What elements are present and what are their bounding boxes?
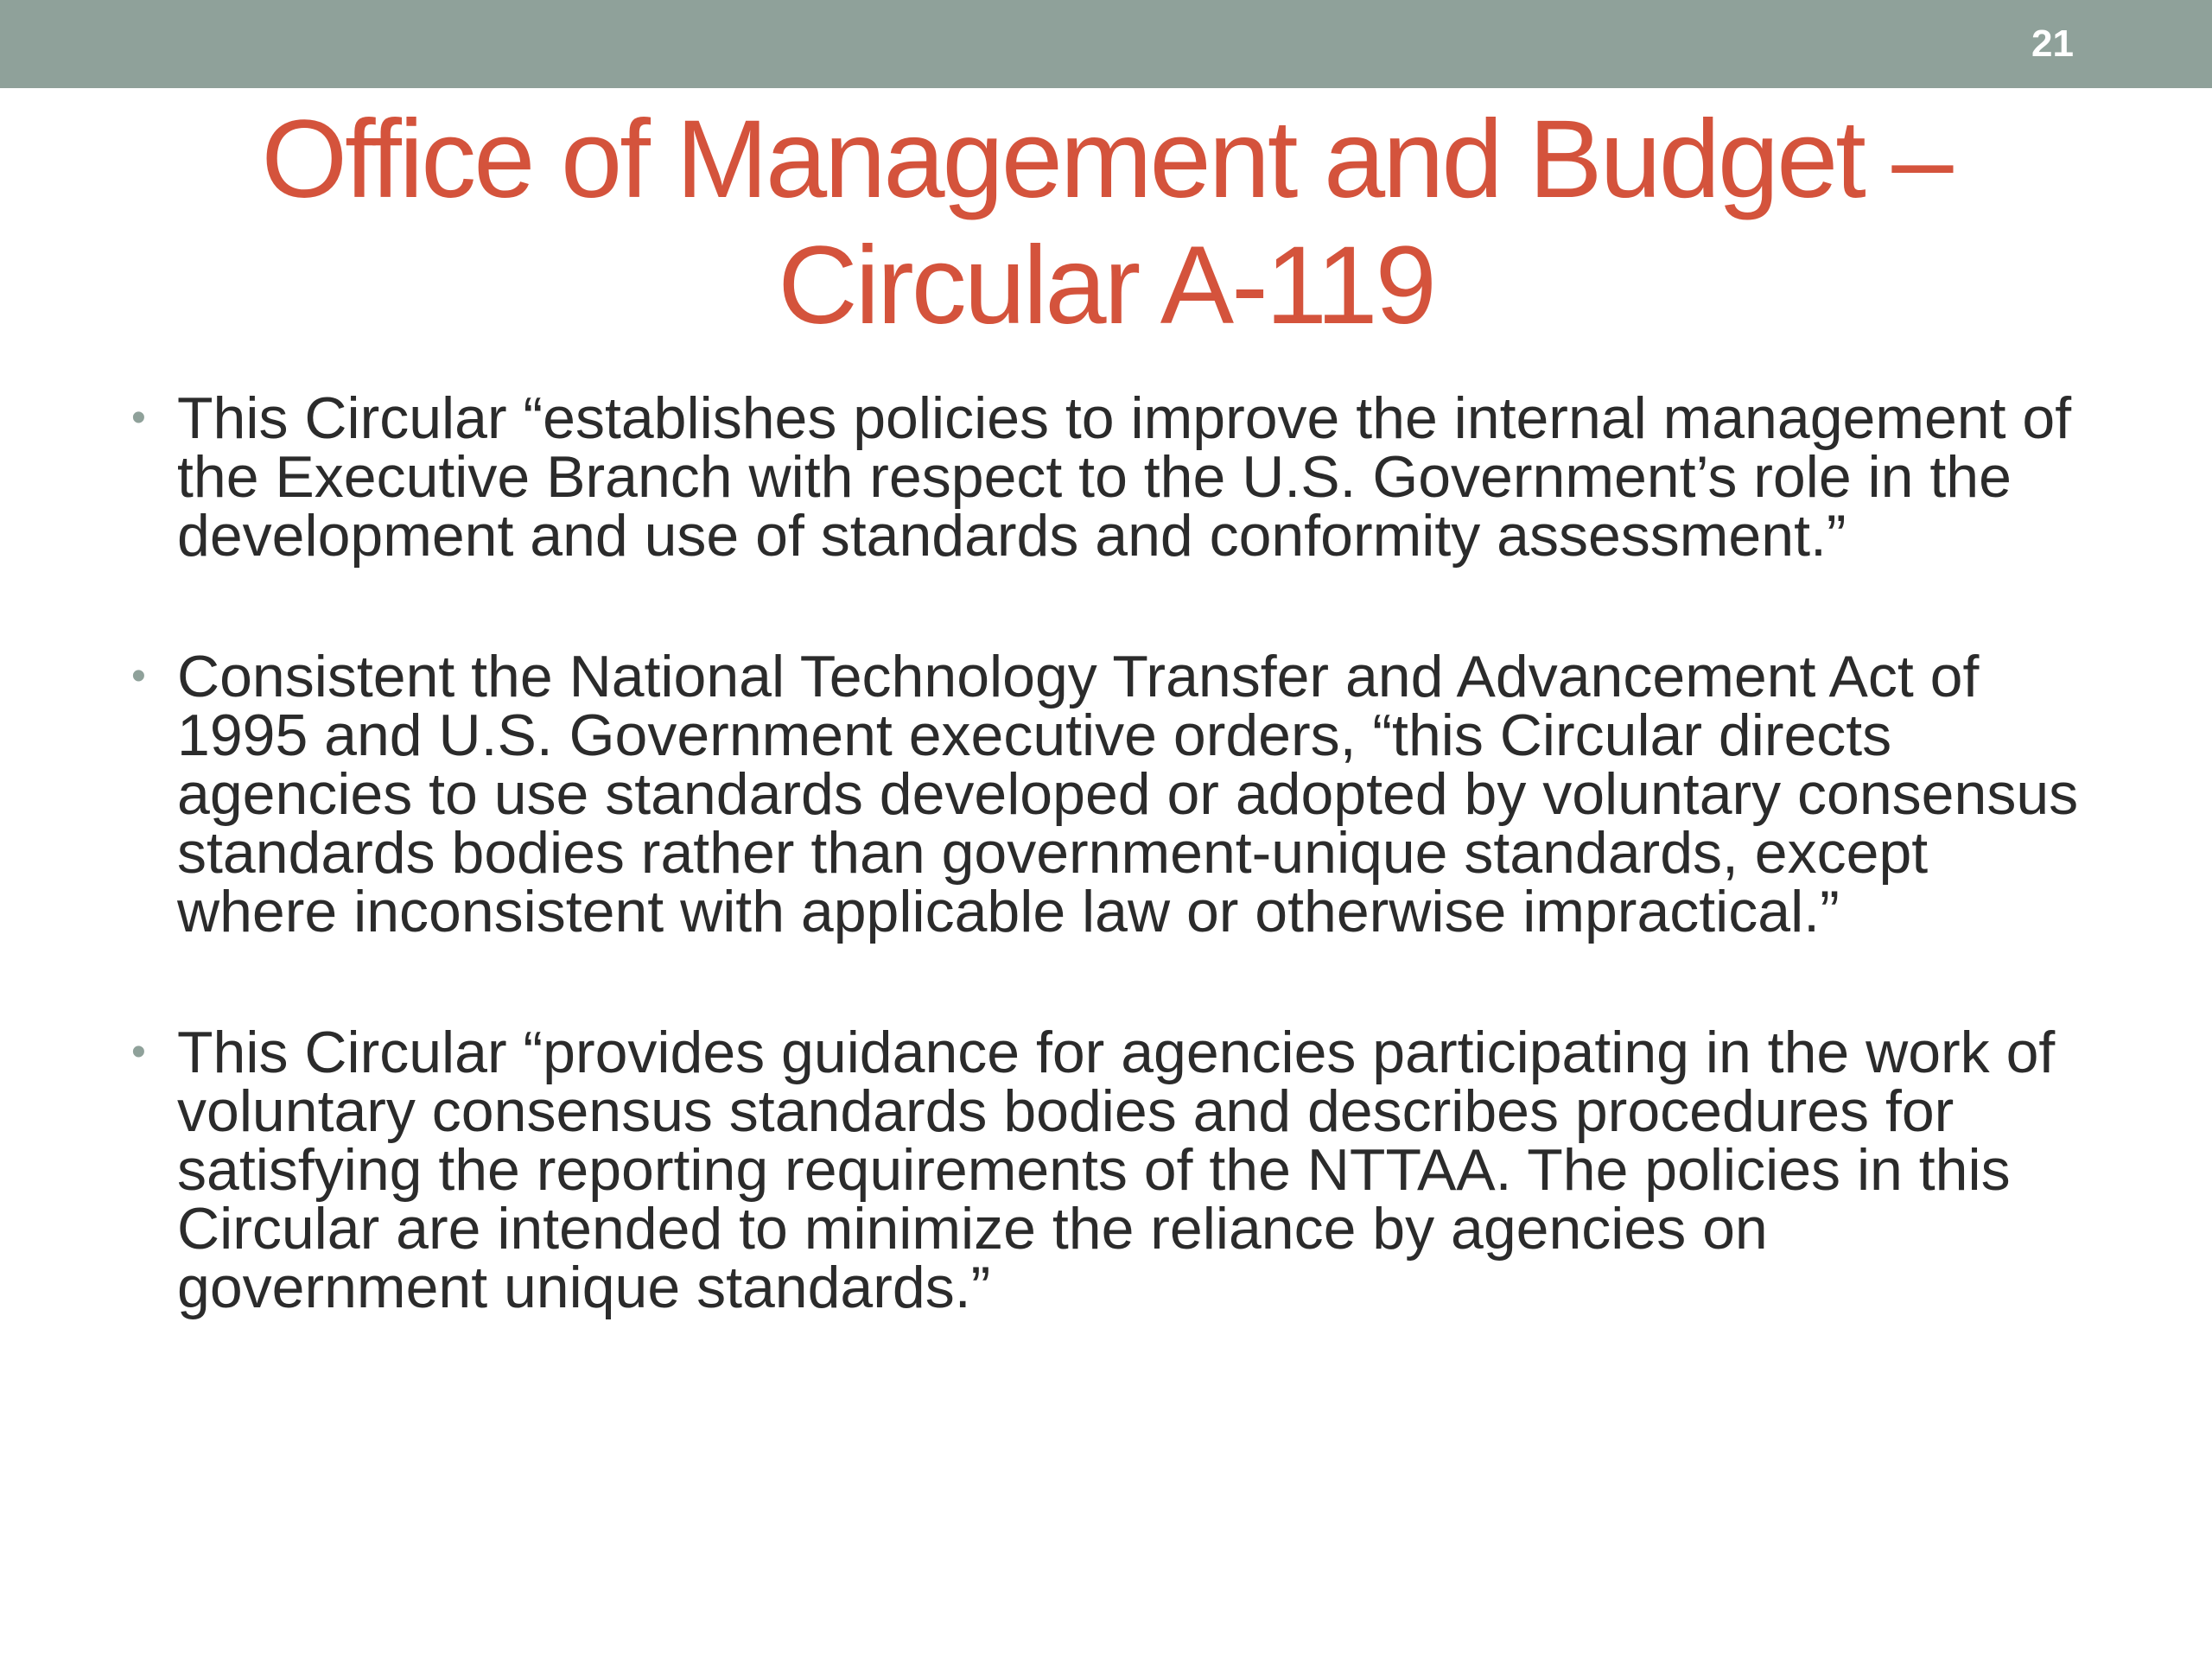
bullet-text: This Circular “establishes policies to improve the internal management of the Executive Branch with respect to the U.S. Government’s role in the development and use of standards and conformity assessment.” (177, 385, 2072, 569)
bullet-item (121, 385, 2091, 569)
header-bar (0, 0, 2212, 88)
bullet-marker: • (131, 1029, 146, 1075)
bullet-list (121, 385, 2091, 1399)
bullet-item (121, 644, 2091, 944)
bullet-marker: • (131, 395, 146, 441)
bullet-text: This Circular “provides guidance for agencies participating in the work of voluntary consensus standards bodies and describes procedures for satisfying the reporting requirements of the NTTAA. The policies in this Circular are intended to minimize the reliance by agencies on government unique standards.” (177, 1020, 2056, 1320)
bullet-item (121, 1020, 2091, 1320)
bullet-marker: • (131, 653, 146, 699)
bullet-text: Consistent the National Technology Transfer and Advancement Act of 1995 and U.S. Government executive orders, “this Circular directs agencies to use standards developed or adopted by voluntary consensus standards bodies rather than government-unique standards, except where inconsistent with applicable law or otherwise impractical.” (177, 644, 2079, 944)
slide-number: 21 (2031, 22, 2074, 65)
slide-title: Office of Management and Budget – Circular A-119 (261, 98, 1951, 347)
